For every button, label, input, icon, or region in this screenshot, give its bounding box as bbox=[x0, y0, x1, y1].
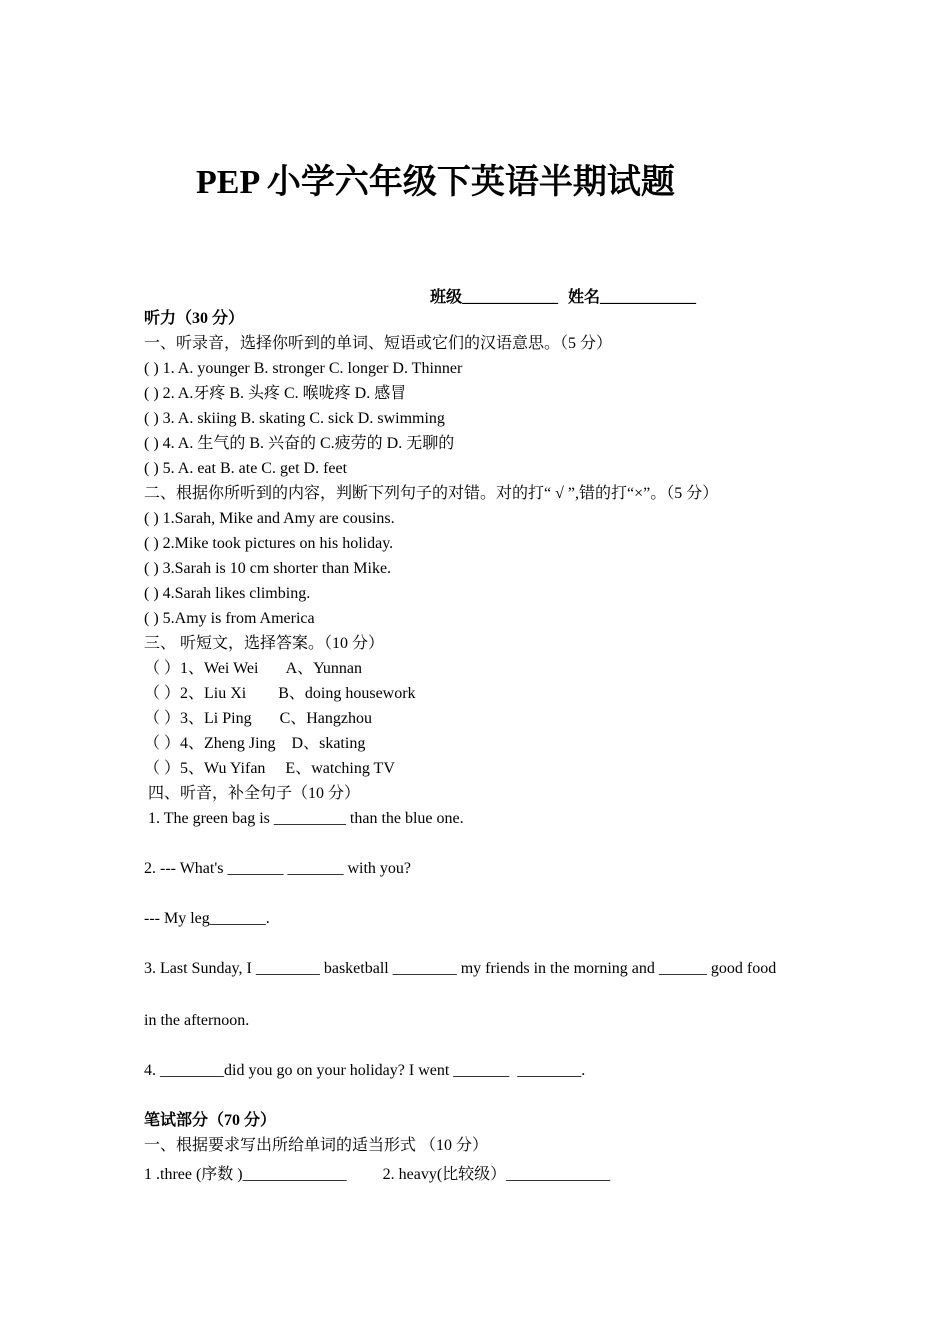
word-form-item-1: 1 .three (序数 )_____________ bbox=[144, 1166, 347, 1183]
listening-heading: 听力（30 分） bbox=[144, 310, 245, 327]
listening-part3-title: 三、 听短文，选择答案。（10 分） bbox=[144, 635, 385, 652]
list-item: 4. ________did you go on your holiday? I went _______ ________. bbox=[144, 1062, 586, 1079]
list-item: ( ) 5.Amy is from America bbox=[144, 610, 315, 627]
list-item: ( ) 5. A. eat B. ate C. get D. feet bbox=[144, 460, 348, 477]
written-heading: 笔试部分（70 分） bbox=[144, 1112, 277, 1129]
list-item: ( ) 1.Sarah, Mike and Amy are cousins. bbox=[144, 510, 395, 527]
list-item: ( ) 2. A.牙疼 B. 头疼 C. 喉咙疼 D. 感冒 bbox=[144, 385, 407, 402]
list-item: （ ）2、Liu Xi B、doing housework bbox=[144, 685, 416, 702]
list-item: --- My leg_______. bbox=[144, 910, 270, 927]
list-item: ( ) 2.Mike took pictures on his holiday. bbox=[144, 535, 394, 552]
word-form-item-2: 2. heavy(比较级）_____________ bbox=[382, 1166, 611, 1183]
list-item: （ ）5、Wu Yifan E、watching TV bbox=[144, 760, 395, 777]
list-item: 3. Last Sunday, I ________ basketball ________ my friends in the morning and ______ good food bbox=[144, 960, 777, 977]
list-item: in the afternoon. bbox=[144, 1012, 250, 1029]
list-item: （ ）4、Zheng Jing D、skating bbox=[144, 735, 366, 752]
list-item: ( ) 3. A. skiing B. skating C. sick D. swimming bbox=[144, 410, 445, 427]
name-field-label: 姓名____________ bbox=[568, 289, 697, 306]
table-row bbox=[144, 1158, 844, 1192]
list-item: ( ) 4.Sarah likes climbing. bbox=[144, 585, 311, 602]
page-title: PEP 小学六年级下英语半期试题 bbox=[196, 164, 675, 201]
list-item: ( ) 3.Sarah is 10 cm shorter than Mike. bbox=[144, 560, 392, 577]
class-field-label: 班级____________ bbox=[430, 289, 559, 306]
list-item: ( ) 1. A. younger B. stronger C. longer D. Thinner bbox=[144, 360, 463, 377]
list-item: 1. The green bag is _________ than the blue one. bbox=[144, 810, 464, 827]
listening-part1-title: 一、听录音，选择你听到的单词、短语或它们的汉语意思。（5 分） bbox=[144, 335, 613, 352]
list-item: 2. --- What's _______ _______ with you? bbox=[144, 860, 411, 877]
list-item: （ ）1、Wei Wei A、Yunnan bbox=[144, 660, 363, 677]
exam-content bbox=[144, 306, 844, 1192]
list-item: （ ）3、Li Ping C、Hangzhou bbox=[144, 710, 372, 727]
written-part1-title: 一、根据要求写出所给单词的适当形式 （10 分） bbox=[144, 1137, 489, 1154]
listening-part4-title: 四、听音，补全句子（10 分） bbox=[144, 785, 361, 802]
listening-part2-title: 二、根据你所听到的内容，判断下列句子的对错。对的打“ √ ”,错的打“×”。（5 分） bbox=[144, 485, 719, 502]
list-item: ( ) 4. A. 生气的 B. 兴奋的 C.疲劳的 D. 无聊的 bbox=[144, 435, 455, 452]
student-info bbox=[430, 284, 696, 307]
